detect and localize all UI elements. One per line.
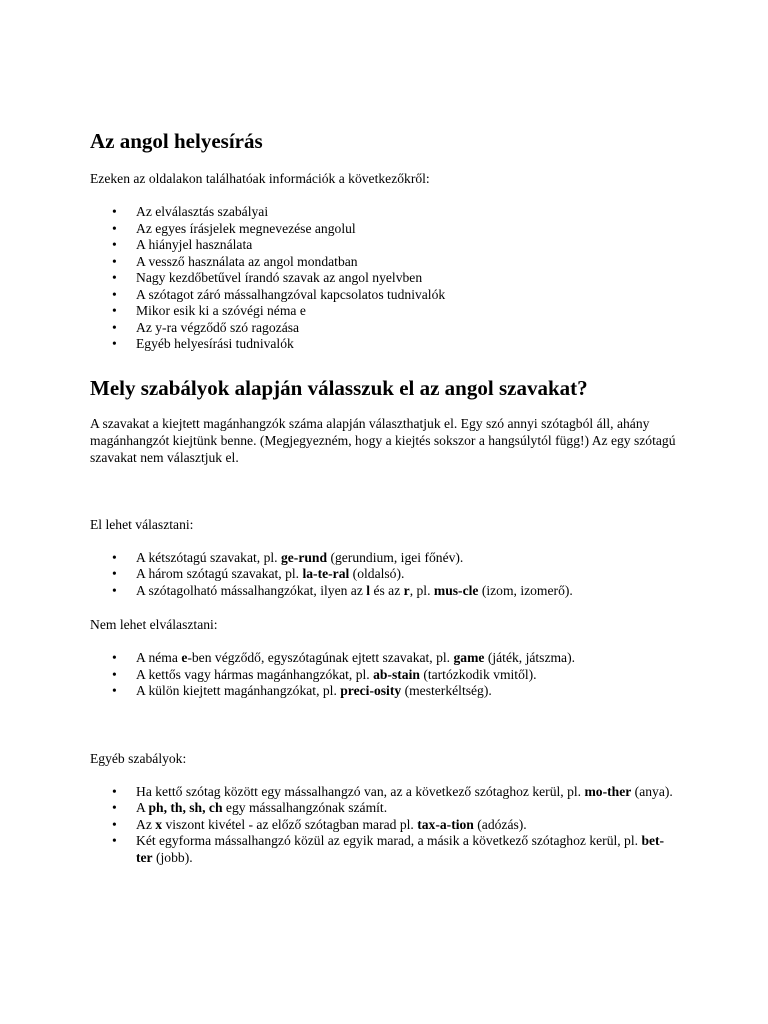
cannot-separate-list <box>90 650 680 700</box>
toc-item: • Egyéb helyesírási tudnivalók <box>90 336 680 353</box>
section-heading: Mely szabályok alapján válasszuk el az angol szavakat? <box>90 375 588 400</box>
toc-item: • Nagy kezdőbetűvel írandó szavak az angol nyelvben <box>90 270 680 287</box>
section-paragraph: A szavakat a kiejtett magánhangzók száma alapján választhatjuk el. Egy szó annyi szótagból áll, ahány magánhangzót kiejtünk benne. (Megjegyezném, hogy a kiejtés sokszor a hangsúlytól függ!) Az egy szótagú szavakat nem választjuk el. <box>90 415 676 465</box>
cannot-separate-label: Nem lehet elválasztani: <box>90 617 218 632</box>
intro-paragraph: Ezeken az oldalakon találhatóak információk a következőkről: <box>90 171 430 186</box>
toc-item: • A hiányjel használata <box>90 237 680 254</box>
can-separate-label: El lehet választani: <box>90 516 194 532</box>
list-item: • A három szótagú szavakat, pl. la-te-ral (oldalsó). <box>90 566 680 583</box>
list-item: • A ph, th, sh, ch egy mássalhangzónak számít. <box>90 800 680 817</box>
toc-item: • A szótagot záró mássalhangzóval kapcsolatos tudnivalók <box>90 287 680 304</box>
other-rules-label: Egyéb szabályok: <box>90 750 187 766</box>
list-item: • A néma e-ben végződő, egyszótagúnak ejtett szavakat, pl. game (játék, játszma). <box>90 650 680 667</box>
toc-item: • Mikor esik ki a szóvégi néma e <box>90 303 680 320</box>
list-item: • A kettős vagy hármas magánhangzókat, pl. ab-stain (tartózkodik vmitől). <box>90 667 680 684</box>
list-item: • Az x viszont kivétel - az előző szótagban marad pl. tax-a-tion (adózás). <box>90 817 680 834</box>
list-item: • Ha kettő szótag között egy mássalhangzó van, az a következő szótaghoz kerül, pl. mo-ther (anya). <box>90 784 680 801</box>
document-page <box>90 126 680 866</box>
page-title: Az angol helyesírás <box>90 129 263 153</box>
toc-item: • Az y-ra végződő szó ragozása <box>90 320 680 337</box>
list-item: • A kétszótagú szavakat, pl. ge-rund (gerundium, igei főnév). <box>90 550 680 567</box>
other-rules-list <box>90 784 680 867</box>
toc-list <box>90 204 680 353</box>
list-item: • A külön kiejtett magánhangzókat, pl. preci-osity (mesterkéltség). <box>90 683 680 700</box>
list-item: • Két egyforma mássalhangzó közül az egyik marad, a másik a következő szótaghoz kerül, pl. bet-ter (jobb). <box>90 833 680 866</box>
can-separate-list <box>90 550 680 600</box>
list-item: • A szótagolható mássalhangzókat, ilyen az l és az r, pl. mus-cle (izom, izomerő). <box>90 583 680 600</box>
toc-item: • A vessző használata az angol mondatban <box>90 254 680 271</box>
toc-item: • Az egyes írásjelek megnevezése angolul <box>90 221 680 238</box>
toc-item: • Az elválasztás szabályai <box>90 204 680 221</box>
